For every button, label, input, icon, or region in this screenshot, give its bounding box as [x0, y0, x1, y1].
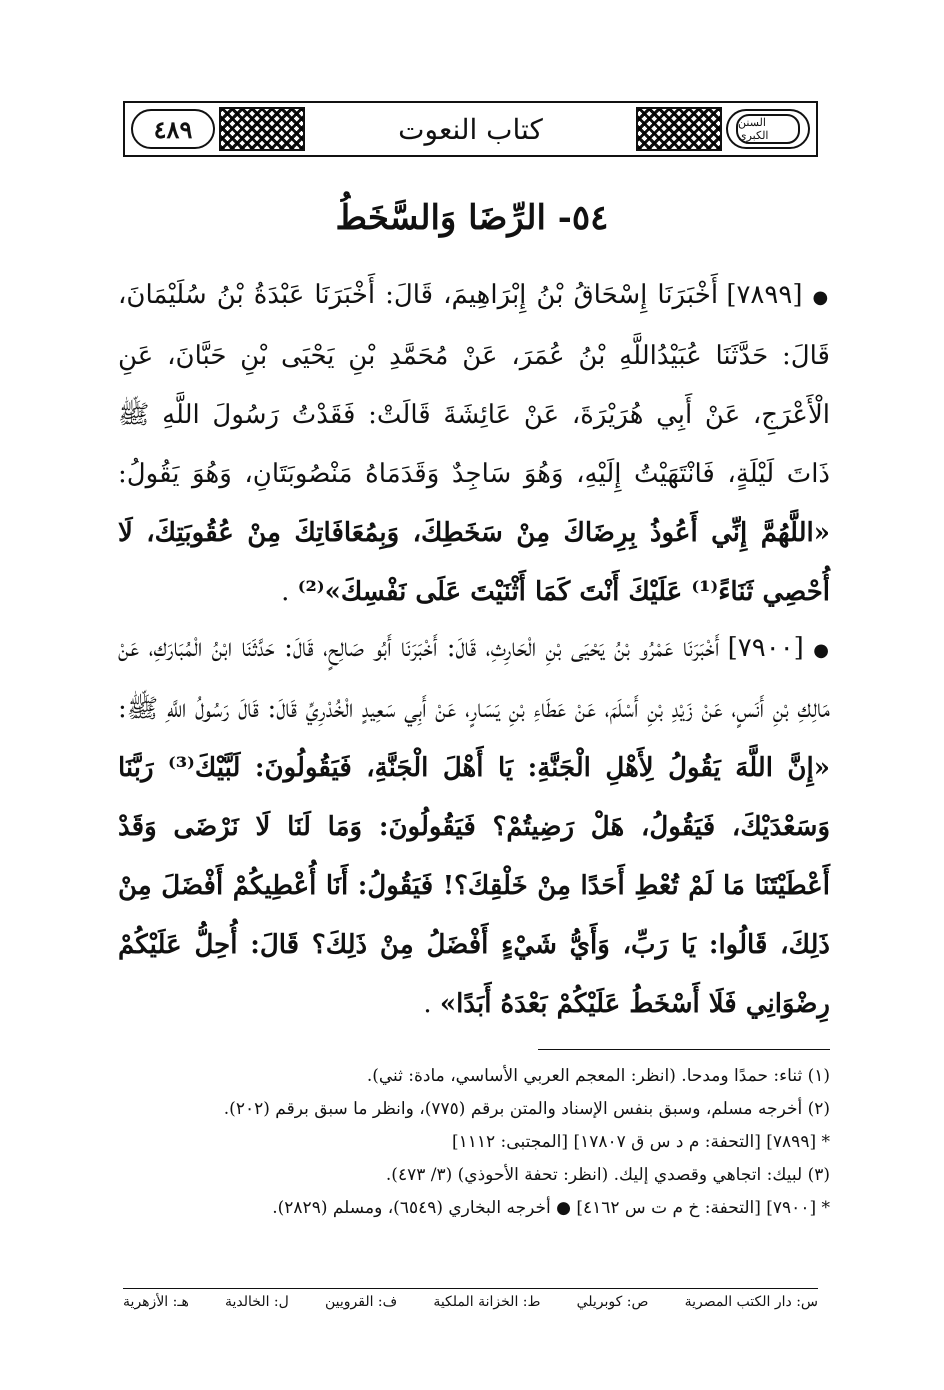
footnotes [118, 1060, 830, 1225]
page-number-text: ٤٨٩ [153, 114, 193, 144]
hadith-isnad: أَخْبَرَنَا إِسْحَاقُ بْنُ إِبْرَاهِيمَ، قَالَ: أَخْبَرَنَا عَبْدَةُ بْنُ سُلَيْمَانَ، قَالَ: حَدَّثَنَا عُبَيْدُاللَّهِ بْنُ عُمَرَ، عَنْ مُحَمَّدِ بْنِ يَحْيَى بْنِ حَبَّانَ، عَنِ الْأَعْرَجِ، عَنْ أَبِي هُرَيْرَةَ، عَنْ عَائِشَةَ قَالَتْ: فَقَدْتُ رَسُولَ اللَّهِ ﷺ ذَاتَ لَيْلَةٍ، فَانْتَهَيْتُ إِلَيْهِ، وَهُوَ سَاجِدٌ وَقَدَمَاهُ مَنْصُوبَتَانِ، وَهُوَ يَقُولُ: [118, 280, 830, 489]
source-item: ف: القرويين [324, 1294, 398, 1310]
header-ornament-left [219, 107, 305, 151]
running-title: كتاب النعوت [398, 112, 543, 146]
hadith-end: . [423, 989, 440, 1019]
hadith-matn: «إِنَّ اللَّهَ يَقُولُ لِأَهْلِ الْجَنَّةِ: يَا أَهْلَ الْجَنَّةِ، فَيَقُولُونَ: لَبَّيْكَ⁽³⁾ رَبَّنَا وَسَعْدَيْكَ، فَيَقُولُ، هَلْ رَضِيتُمْ؟ فَيَقُولُونَ: وَمَا لَنَا لَا نَرْضَى وَقَدْ أَعْطَيْتَنَا مَا لَمْ تُعْطِ أَحَدًا مِنْ خَلْقِكَ؟! فَيَقُولُ: أَنَا أُعْطِيكُمْ أَفْضَلَ مِنْ ذَلِكَ، قَالُوا: يَا رَبِّ، وَأَيُّ شَيْءٍ أَفْضَلُ مِنْ ذَلِكَ؟ قَالَ: أُحِلُّ عَلَيْكُمْ رِضْوَانِي فَلَا أَسْخَطُ عَلَيْكُمْ بَعْدَهُ أَبَدًا» [118, 753, 830, 1019]
hadith-matn: «اللَّهُمَّ إِنِّي أَعُوذُ بِرِضَاكَ مِنْ سَخَطِكَ، وَبِمُعَافَاتِكَ مِنْ عُقُوبَتِكَ، لَا أُحْصِي ثَنَاءً⁽¹⁾ عَلَيْكَ أَنْتَ كَمَا أَثْنَيْتَ عَلَى نَفْسِكَ»⁽²⁾ [118, 518, 830, 607]
publisher-logo [726, 109, 810, 149]
footnote-separator [538, 1049, 830, 1050]
footnote-1: (١) ثناء: حمدًا ومدحا. (انظر: المعجم العربي الأساسي، مادة: ثني). [366, 1066, 830, 1086]
hadith-7899 [118, 266, 830, 622]
footnote-3: (٣) لبيك: اتجاهي وقصدي إليك. (انظر: تحفة الأحوذي) (٣/ ٤٧٣). [385, 1165, 830, 1185]
footnote-takhrij-7900: * [٧٩٠٠] [التحفة: خ م ت س ٤١٦٢] ● أخرجه البخاري (٦٥٤٩)، ومسلم (٢٨٢٩). [272, 1198, 830, 1218]
bullet-icon: ● [813, 640, 830, 661]
source-item: ل: الخالدية [225, 1294, 289, 1310]
header-ornament-right [636, 107, 722, 151]
bottom-separator [123, 1288, 818, 1289]
source-item: ط: الخزانة الملكية [433, 1294, 541, 1310]
page-number [131, 109, 215, 149]
source-item: هـ: الأزهرية [123, 1294, 189, 1310]
hadith-end: . [281, 577, 298, 607]
footnote-2: (٢) أخرجه مسلم، وسبق بنفس الإسناد والمتن برقم (٧٧٥)، وانظر ما سبق برقم (٢٠٢). [223, 1099, 830, 1119]
hadith-number: [٧٨٩٩] [726, 280, 803, 310]
chapter-title: ٥٤- الرِّضَا وَالسَّخَطُ [335, 198, 609, 238]
running-header [123, 101, 818, 157]
source-item: س: دار الكتب المصرية [684, 1294, 818, 1310]
manuscript-sources [123, 1294, 818, 1310]
logo-emblem: السنن الكبرى [736, 114, 800, 144]
hadith-7900 [118, 619, 830, 1034]
footnote-takhrij-7899: * [٧٨٩٩] [التحفة: م د س ق ١٧٨٠٧] [المجتبى: ١١١٢] [451, 1132, 830, 1152]
hadith-number: [٧٩٠٠] [727, 633, 804, 663]
bullet-icon: ● [812, 287, 830, 308]
hadith-isnad: أَخْبَرَنَا عَمْرُو بْنُ يَحْيَى بْنِ الْحَارِثِ، قَالَ: أَخْبَرَنَا أَبُو صَالِحٍ، قَالَ: حَدَّثَنَا ابْنُ الْمُبَارَكِ، عَنْ مَالِكِ بْنِ أَنَسٍ، عَنْ زَيْدِ بْنِ أَسْلَمَ، عَنْ عَطَاءِ بْنِ يَسَارٍ، عَنْ أَبِي سَعِيدٍ الْخُدْرِيِّ قَالَ: قَالَ رَسُولُ اللَّهِ ﷺ: [118, 633, 830, 724]
source-item: ص: كوبريلي [576, 1294, 649, 1310]
